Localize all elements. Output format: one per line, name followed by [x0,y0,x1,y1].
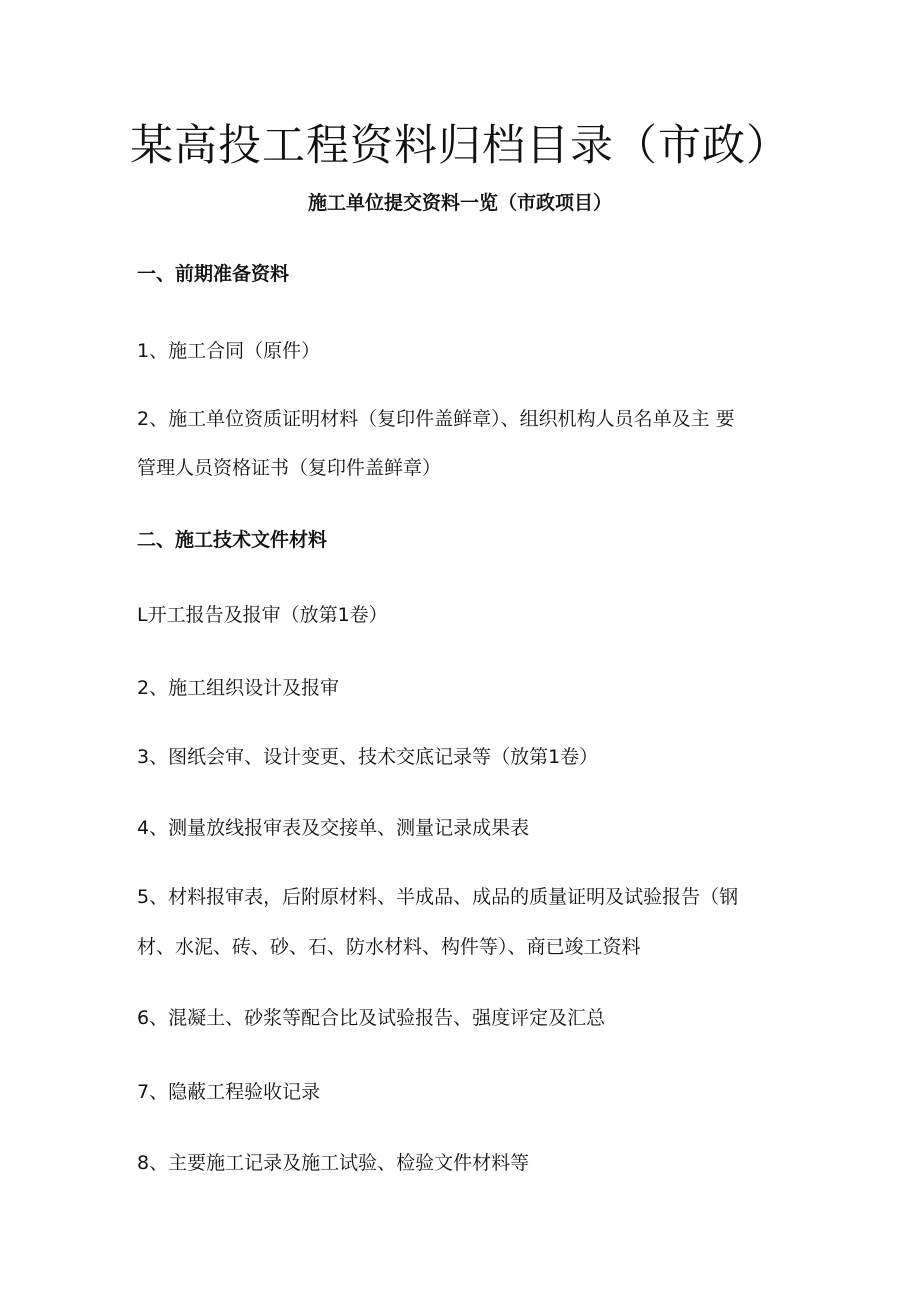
list-item: L开工报告及报审（放第1卷） [137,604,388,626]
document-subtitle: 施工单位提交资料一览（市政项目） [307,192,612,214]
document-title: 某高投工程资料归档目录（市政） [130,121,790,171]
section-heading-technical: 二、施工技术文件材料 [137,529,328,551]
list-item: 5、材料报审表，后附原材料、半成品、成品的质量证明及试验报告（钢 [137,886,739,908]
list-item: 1、施工合同（原件） [137,340,321,362]
list-item-continuation: 管理人员资格证书（复印件盖鲜章） [137,457,442,479]
list-item: 3、图纸会审、设计变更、技术交底记录等（放第1卷） [137,746,599,768]
list-item: 6、混凝土、砂浆等配合比及试验报告、强度评定及汇总 [137,1007,606,1029]
list-item: 2、施工组织设计及报审 [137,677,340,699]
list-item: 7、隐蔽工程验收记录 [137,1081,321,1103]
list-item: 4、测量放线报审表及交接单、测量记录成果表 [137,817,530,839]
list-item-continuation: 材、水泥、砖、砂、石、防水材料、构件等）、商已竣工资料 [137,936,641,958]
list-item: 2、施工单位资质证明材料（复印件盖鲜章）、组织机构人员名单及主 要 [137,408,735,430]
list-item: 8、主要施工记录及施工试验、检验文件材料等 [137,1152,530,1174]
section-heading-preparation: 一、前期准备资料 [137,263,290,285]
